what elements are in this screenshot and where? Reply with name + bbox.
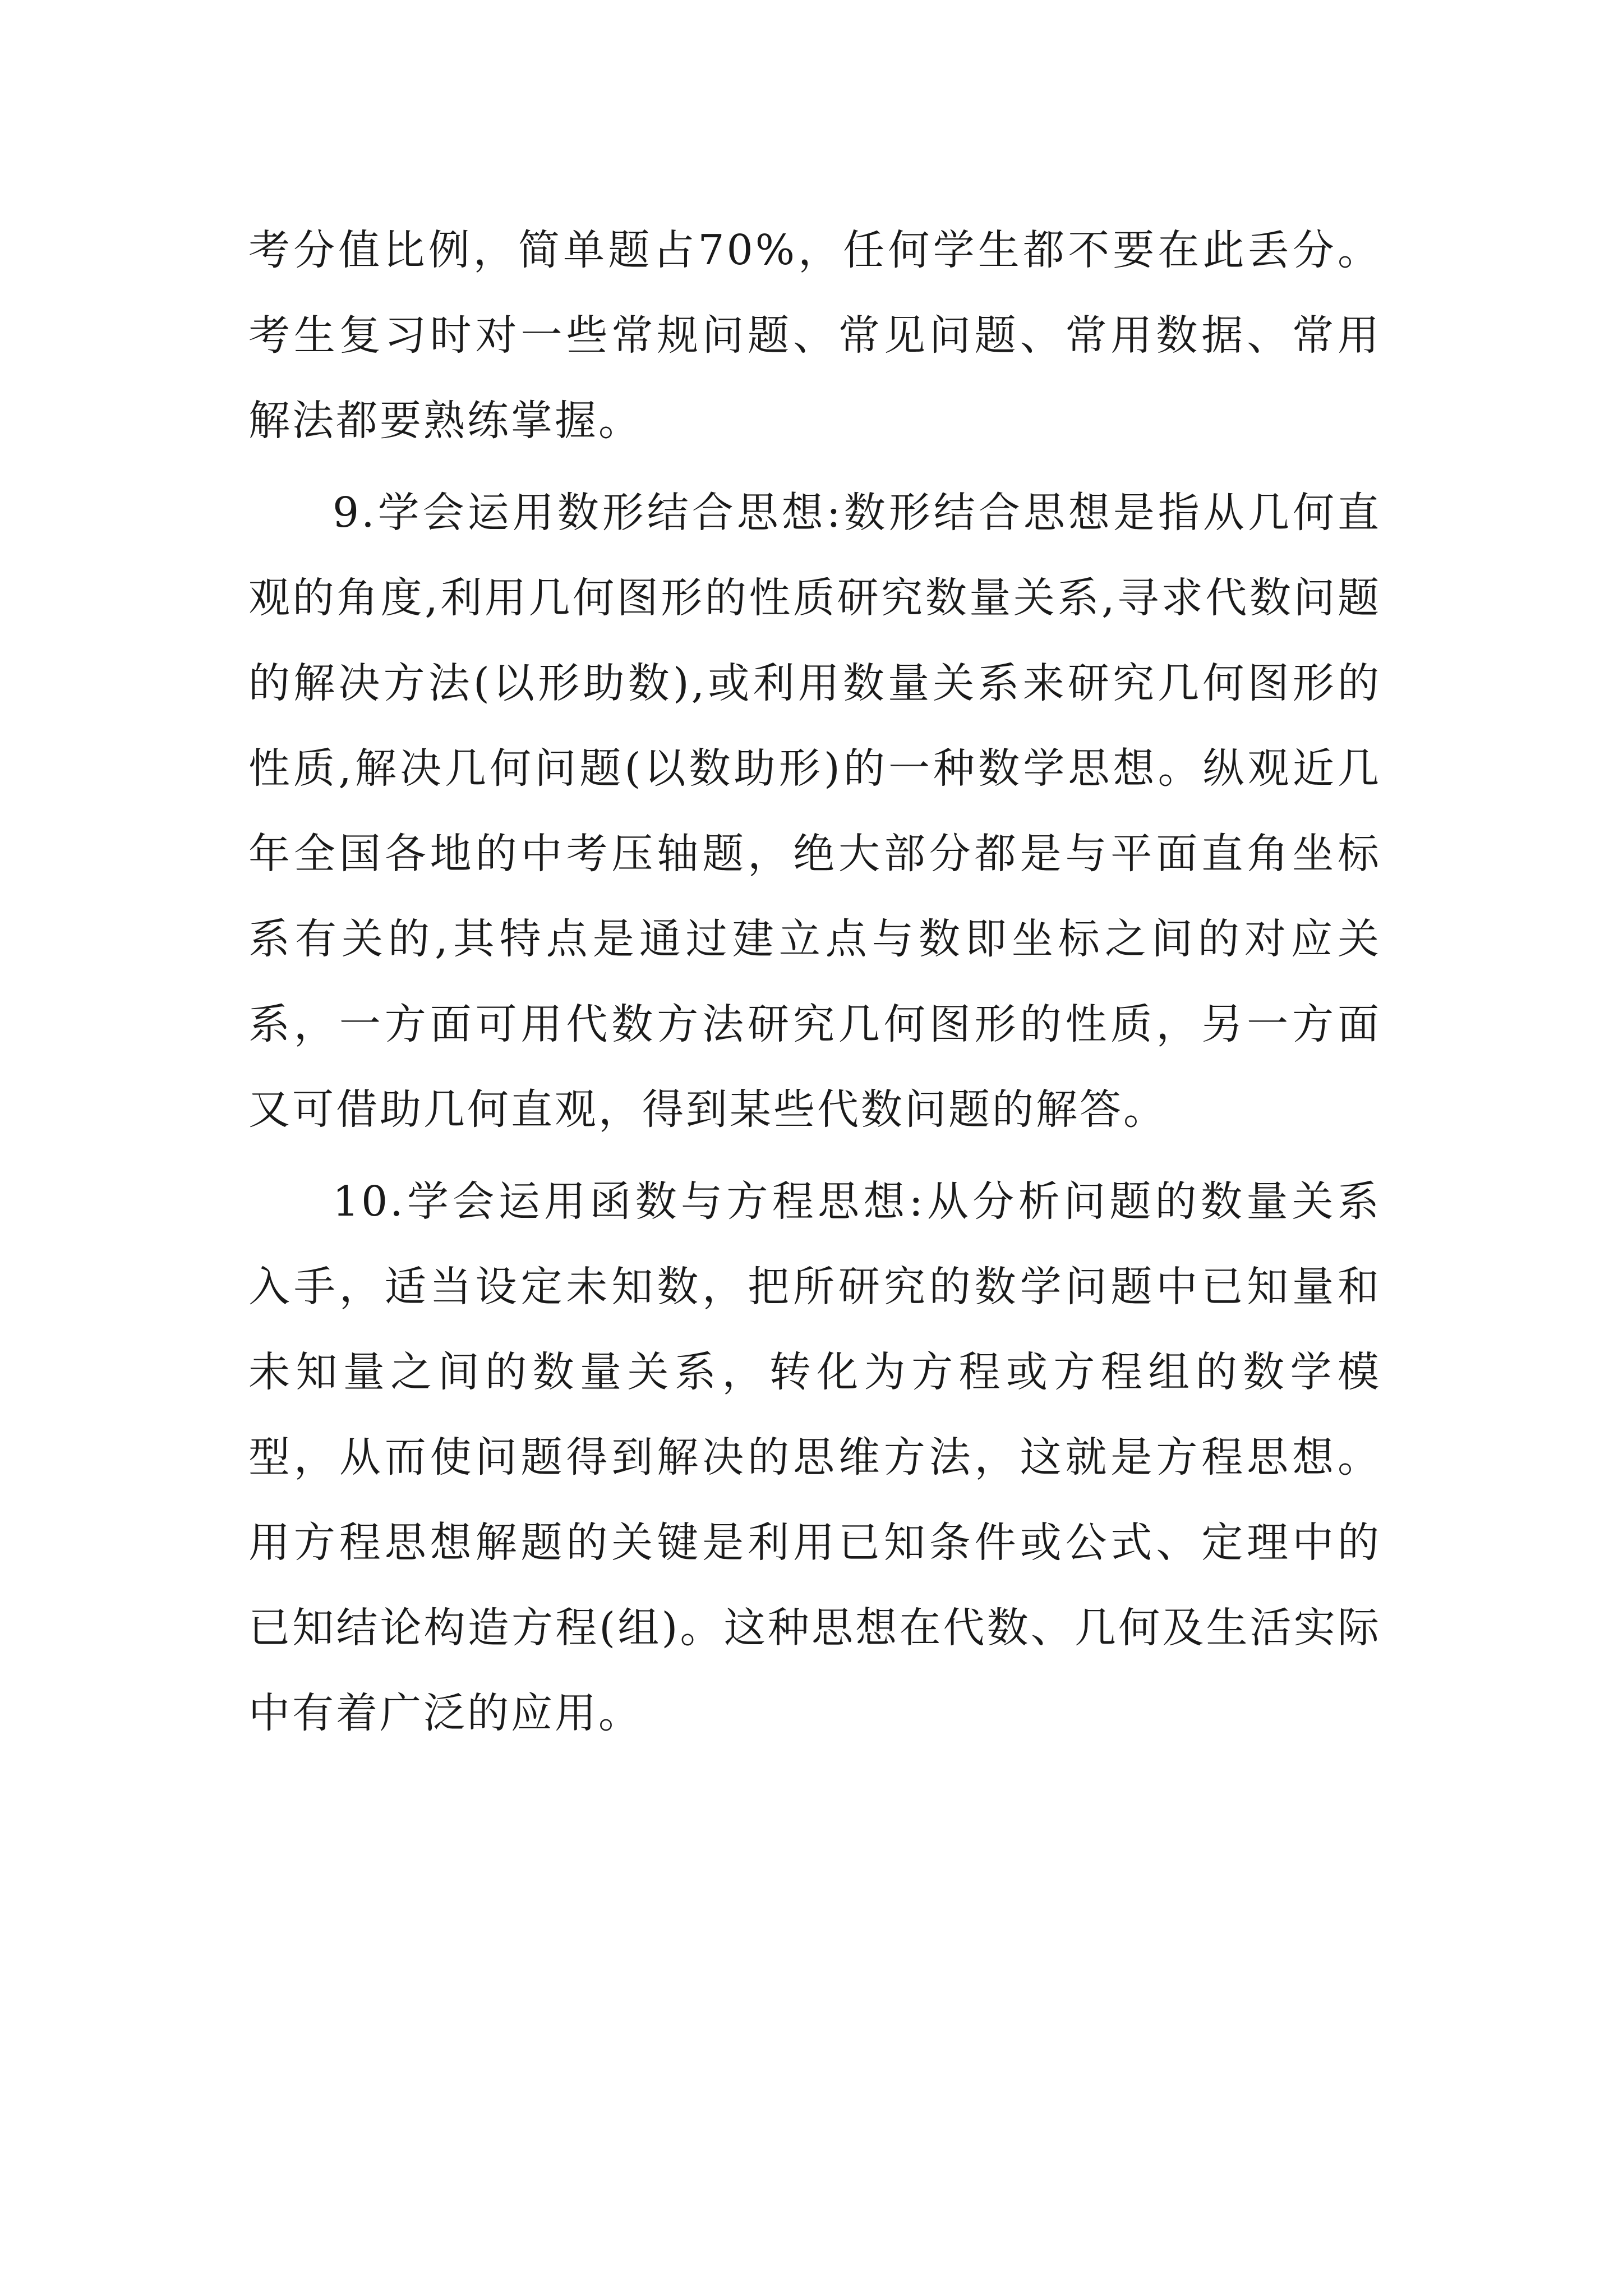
document-body <box>248 208 1381 1763</box>
paragraph-continuation: 考分值比例，简单题占70%，任何学生都不要在此丢分。考生复习时对一些常规问题、常见问题、常用数据、常用解法都要熟练掌握。 <box>248 226 1381 445</box>
paragraph-function-equation: 10.学会运用函数与方程思想:从分析问题的数量关系入手，适当设定未知数，把所研究的数学问题中已知量和未知量之间的数量关系，转化为方程或方程组的数学模型，从而使问题得到解决的思维方法，这就是方程思想。用方程思想解题的关键是利用已知条件或公式、定理中的已知结论构造方程(组)。这种思想在代数、几何及生活实际中有着广泛的应用。 <box>248 1177 1381 1737</box>
paragraph-number-shape-combination: 9.学会运用数形结合思想:数形结合思想是指从几何直观的角度,利用几何图形的性质研究数量关系,寻求代数问题的解决方法(以形助数),或利用数量关系来研究几何图形的性质,解决几何问题(以数助形)的一种数学思想。纵观近几年全国各地的中考压轴题，绝大部分都是与平面直角坐标系有关的,其特点是通过建立点与数即坐标之间的对应关系，一方面可用代数方法研究几何图形的性质，另一方面又可借助几何直观，得到某些代数问题的解答。 <box>248 489 1381 1134</box>
